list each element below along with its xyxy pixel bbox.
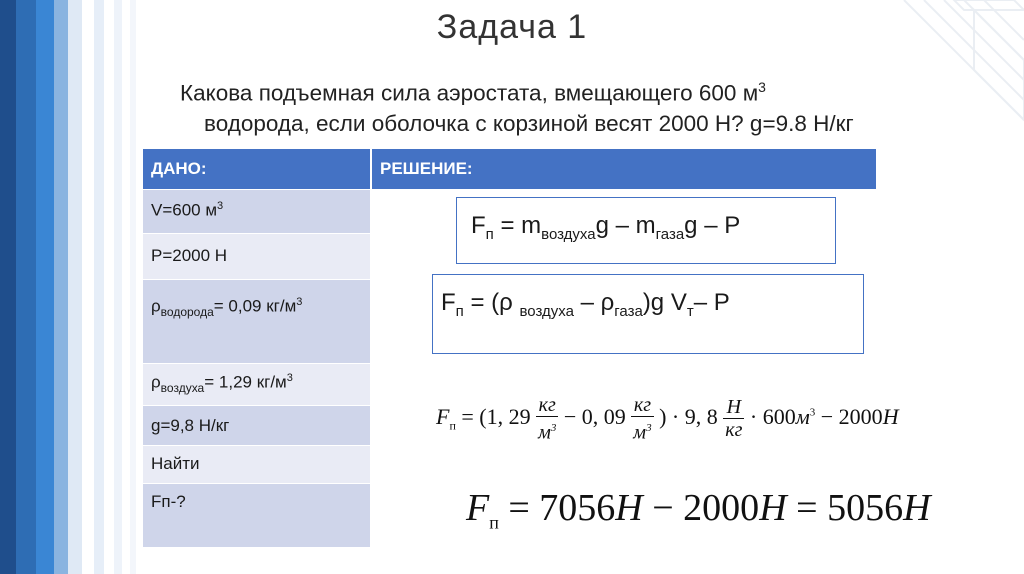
formula-2 bbox=[441, 289, 730, 320]
formula-part: )g V bbox=[642, 289, 687, 316]
problem-line-1-text: Какова подъемная сила аэростата, вмещающего 600 м bbox=[180, 80, 759, 106]
fraction-denominator bbox=[631, 417, 653, 444]
given-row-weight bbox=[143, 233, 370, 279]
given-row-rho-air bbox=[143, 363, 370, 405]
formula-part: − 2000 bbox=[815, 403, 883, 429]
subscript: п bbox=[455, 302, 464, 320]
decor-stripe bbox=[16, 0, 36, 574]
fraction bbox=[631, 394, 653, 444]
formula-box-1 bbox=[456, 197, 836, 264]
decor-stripe bbox=[82, 0, 94, 574]
formula-part: − 0, 09 bbox=[563, 403, 626, 429]
decor-stripe bbox=[114, 0, 122, 574]
superscript: 3 bbox=[809, 406, 816, 419]
subscript: газа bbox=[655, 225, 685, 243]
formula-part: g – m bbox=[595, 212, 656, 239]
subscript: газа bbox=[614, 302, 643, 320]
given-row-rho-hydrogen bbox=[143, 279, 370, 363]
subscript: п bbox=[485, 225, 494, 243]
unit: Н bbox=[759, 487, 787, 529]
formula-part: – ρ bbox=[573, 289, 615, 316]
formula-part: − 2000 bbox=[642, 487, 760, 529]
fraction-numerator: Н bbox=[723, 396, 744, 419]
slide-title: Задача 1 bbox=[436, 8, 588, 46]
decor-stripe bbox=[130, 0, 136, 574]
unit: Н bbox=[882, 403, 899, 429]
given-row-g bbox=[143, 405, 370, 445]
problem-line-2: водорода, если оболочка с корзиной весят 2000 Н? g=9.8 Н/кг bbox=[204, 110, 854, 136]
subscript: т bbox=[686, 302, 694, 320]
given-table bbox=[143, 149, 370, 547]
given-fp: Fп-? bbox=[151, 492, 186, 511]
formula-box-2 bbox=[432, 274, 864, 354]
formula-part: = 5056 bbox=[786, 487, 904, 529]
fraction-denominator bbox=[536, 417, 558, 444]
decor-stripe bbox=[54, 0, 68, 574]
formula-part: – P bbox=[693, 289, 730, 316]
formula-part: · 600 bbox=[749, 403, 796, 429]
decor-stripe bbox=[94, 0, 104, 574]
unit: Н bbox=[615, 487, 643, 529]
given-row-find bbox=[143, 445, 370, 483]
superscript: 3 bbox=[646, 422, 652, 434]
fraction-numerator: кг bbox=[631, 394, 653, 417]
decor-stripe bbox=[0, 0, 16, 574]
subscript: воздуха bbox=[541, 225, 596, 243]
formula-result bbox=[466, 486, 931, 534]
f-symbol: F bbox=[436, 403, 450, 429]
given-g: g=9,8 Н/кг bbox=[151, 416, 230, 435]
rho-symbol: ρ bbox=[151, 372, 161, 392]
superscript: 3 bbox=[550, 422, 557, 434]
given-find: Найти bbox=[151, 454, 200, 473]
f-symbol: F bbox=[441, 289, 456, 316]
formula-3 bbox=[436, 394, 899, 444]
subscript: п bbox=[489, 512, 499, 533]
formula-part: = 7056 bbox=[498, 487, 616, 529]
fraction bbox=[536, 394, 558, 444]
superscript: 3 bbox=[296, 296, 303, 308]
rho-symbol: ρ bbox=[151, 296, 161, 316]
subscript: водорода bbox=[160, 305, 214, 320]
decor-stripe bbox=[36, 0, 54, 574]
superscript: 3 bbox=[217, 200, 224, 212]
decor-stripe bbox=[68, 0, 82, 574]
problem-statement bbox=[180, 72, 1000, 139]
formula-part: ) · 9, 8 bbox=[659, 403, 718, 429]
unit: м bbox=[538, 421, 551, 444]
unit: Н bbox=[903, 487, 931, 529]
formula-part: = m bbox=[493, 212, 542, 239]
given-row-volume bbox=[143, 189, 370, 233]
problem-line-1 bbox=[180, 72, 1000, 109]
superscript: 3 bbox=[286, 372, 293, 384]
unit: м bbox=[795, 403, 810, 429]
decor-stripe bbox=[122, 0, 130, 574]
rho-air-value: = 1,29 кг/м bbox=[204, 372, 287, 392]
given-weight: P=2000 Н bbox=[151, 246, 228, 265]
given-header: ДАНО: bbox=[143, 149, 370, 189]
solution-header: РЕШЕНИЕ: bbox=[372, 149, 876, 189]
rho-hydrogen-value: = 0,09 кг/м bbox=[213, 296, 297, 316]
fraction-numerator: кг bbox=[536, 394, 558, 417]
subscript: п bbox=[449, 418, 456, 433]
f-symbol: F bbox=[471, 212, 486, 239]
subscript: воздуха bbox=[519, 302, 574, 320]
formula-part: = (ρ bbox=[463, 289, 520, 316]
formula-1 bbox=[471, 212, 740, 243]
fraction-denominator: кг bbox=[725, 419, 743, 442]
formula-part: = (1, 29 bbox=[455, 403, 531, 429]
f-symbol: F bbox=[466, 487, 490, 529]
formula-part: g – P bbox=[684, 212, 741, 239]
superscript: 3 bbox=[758, 79, 766, 95]
given-volume: V=600 м bbox=[151, 200, 218, 220]
given-row-fp bbox=[143, 483, 370, 547]
unit: м bbox=[633, 421, 647, 444]
subscript: воздуха bbox=[160, 381, 205, 396]
decor-stripe bbox=[104, 0, 114, 574]
fraction bbox=[723, 396, 744, 441]
